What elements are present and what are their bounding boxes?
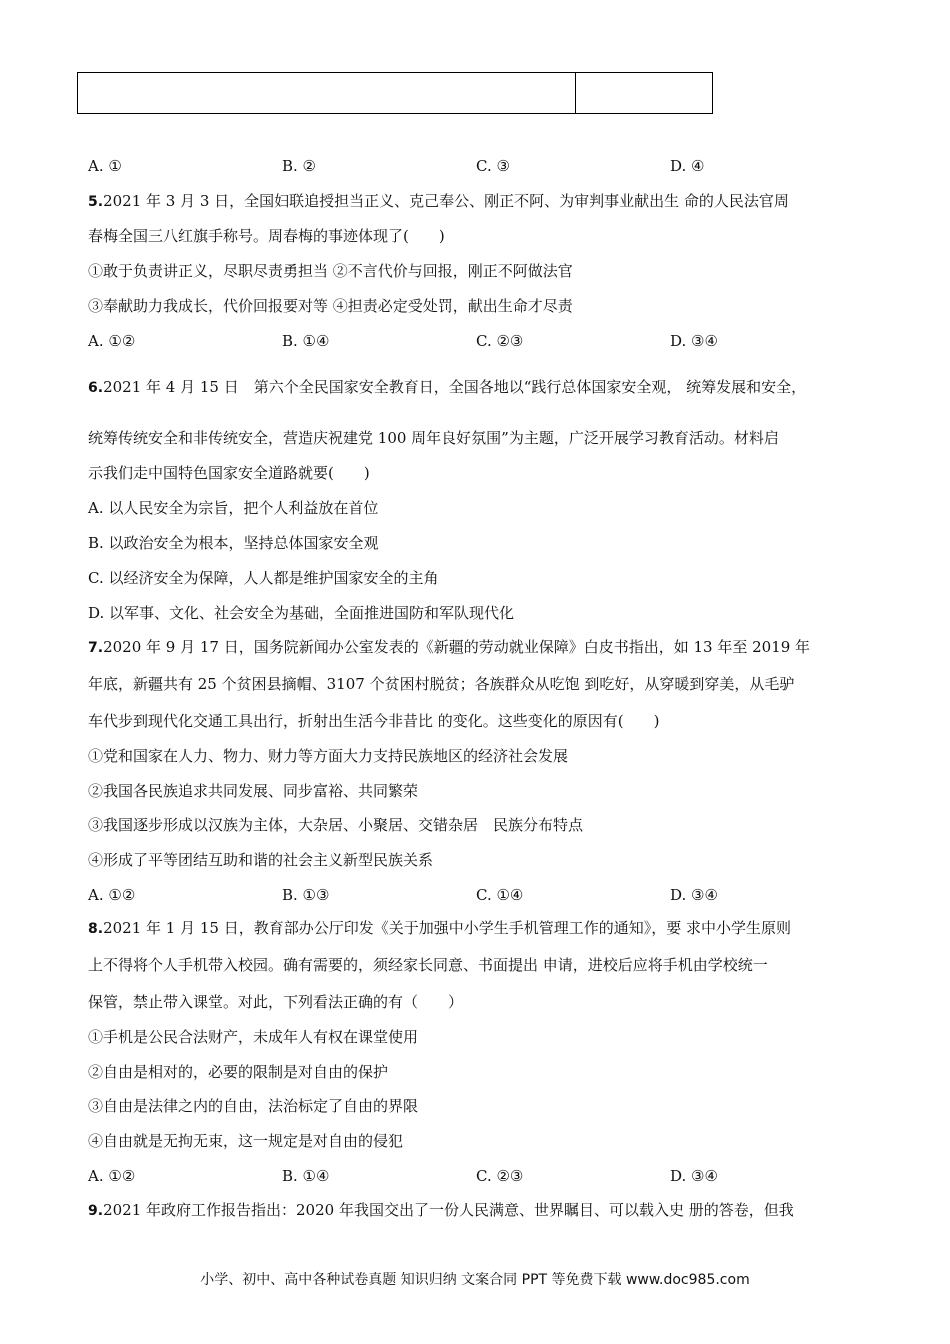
q6-stem-1: 2021 年 4 月 15 日 第六个全民国家安全教育日，全国各地以“践行总体国家安全观， 统筹发展和安全， <box>103 378 807 396</box>
q7-option-b[interactable]: B. ①③ <box>282 886 330 904</box>
q8-stem-1: 2021 年 1 月 15 日，教育部办公厅印发《关于加强中小学生手机管理工作的通知》，要 求中小学生原则 <box>103 919 791 937</box>
q4-option-c[interactable]: C. ③ <box>476 157 510 175</box>
q8-stem-2: 上不得将个人手机带入校园。确有需要的，须经家长同意、书面提出 申请，进校后应将手机由学校统一 <box>88 956 768 974</box>
q9-line-1 <box>88 1200 794 1221</box>
q8-stem-3: 保管，禁止带入课堂。对此，下列看法正确的有（ ） <box>88 993 464 1011</box>
q5-statements-1: ①敢于负责讲正义，尽职尽责勇担当 ②不言代价与回报，刚正不阿做法官 <box>88 262 573 280</box>
q7-line-1 <box>88 637 810 658</box>
q8-line-1 <box>88 918 791 939</box>
q6-option-d[interactable]: D. 以军事、文化、社会安全为基础，全面推进国防和军队现代化 <box>88 604 515 622</box>
q4-options <box>88 156 848 176</box>
q4-option-b[interactable]: B. ② <box>282 157 317 175</box>
table-divider <box>575 73 576 113</box>
q5-stem-2: 春梅全国三八红旗手称号。周春梅的事迹体现了( ) <box>88 227 445 245</box>
q7-option-c[interactable]: C. ①④ <box>476 886 524 904</box>
q6-stem-3: 示我们走中国特色国家安全道路就要( ) <box>88 464 370 482</box>
q5-option-a[interactable]: A. ①② <box>88 332 136 350</box>
q5-options <box>88 331 848 351</box>
q7-stem-3: 车代步到现代化交通工具出行，折射出生活今非昔比 的变化。这些变化的原因有( ) <box>88 712 660 730</box>
q7-statement-4: ④形成了平等团结互助和谐的社会主义新型民族关系 <box>88 851 434 869</box>
q9-number: 9. <box>88 1203 104 1219</box>
q8-option-c[interactable]: C. ②③ <box>476 1167 524 1185</box>
q4-option-d[interactable]: D. ④ <box>670 157 705 175</box>
q6-option-a[interactable]: A. 以人民安全为宗旨，把个人利益放在首位 <box>88 499 379 517</box>
q8-statement-4: ④自由就是无拘无束，这一规定是对自由的侵犯 <box>88 1132 404 1150</box>
q7-option-a[interactable]: A. ①② <box>88 886 136 904</box>
q6-option-c[interactable]: C. 以经济安全为保障，人人都是维护国家安全的主角 <box>88 569 439 587</box>
q6-line-1 <box>88 377 806 398</box>
q7-stem-1: 2020 年 9 月 17 日，国务院新闻办公室发表的《新疆的劳动就业保障》白皮书指出，如 13 年至 2019 年 <box>103 638 811 656</box>
q8-number: 8. <box>88 921 104 937</box>
q4-option-a[interactable]: A. ① <box>88 157 122 175</box>
q7-statement-1: ①党和国家在人力、物力、财力等方面大力支持民族地区的经济社会发展 <box>88 747 569 765</box>
q7-options <box>88 885 848 905</box>
q7-statement-3: ③我国逐步形成以汉族为主体，大杂居、小聚居、交错杂居 民族分布特点 <box>88 816 584 834</box>
q8-statement-2: ②自由是相对的，必要的限制是对自由的保护 <box>88 1063 389 1081</box>
q9-stem-1: 2021 年政府工作报告指出：2020 年我国交出了一份人民满意、世界瞩目、可以载入史 册的答卷，但我 <box>103 1201 794 1219</box>
q5-option-b[interactable]: B. ①④ <box>282 332 330 350</box>
q5-option-d[interactable]: D. ③④ <box>670 332 718 350</box>
q8-option-a[interactable]: A. ①② <box>88 1167 136 1185</box>
page-footer: 小学、初中、高中各种试卷真题 知识归纳 文案合同 PPT 等免费下载 www.doc985.com <box>200 1272 750 1288</box>
q7-statement-2: ②我国各民族追求共同发展、同步富裕、共同繁荣 <box>88 782 419 800</box>
q7-number: 7. <box>88 640 104 656</box>
q7-option-d[interactable]: D. ③④ <box>670 886 718 904</box>
q8-option-b[interactable]: B. ①④ <box>282 1167 330 1185</box>
q8-statement-1: ①手机是公民合法财产，未成年人有权在课堂使用 <box>88 1028 419 1046</box>
q8-option-d[interactable]: D. ③④ <box>670 1167 718 1185</box>
q5-statements-2: ③奉献助力我成长，代价回报要对等 ④担责必定受处罚，献出生命才尽责 <box>88 297 573 315</box>
q5-stem-1: 2021 年 3 月 3 日，全国妇联追授担当正义、克己奉公、刚正不阿、为审判事业献出生 命的人民法官周 <box>103 192 789 210</box>
q5-number: 5. <box>88 194 104 210</box>
q6-stem-2: 统筹传统安全和非传统安全，营造庆祝建党 100 周年良好氛围”为主题，广泛开展学习教育活动。材料启 <box>88 429 779 447</box>
answer-table <box>77 72 713 114</box>
q7-stem-2: 年底，新疆共有 25 个贫困县摘帽、3107 个贫困村脱贫；各族群众从吃饱 到吃好，从穿暖到穿美，从毛驴 <box>88 675 795 693</box>
q6-option-b[interactable]: B. 以政治安全为根本，坚持总体国家安全观 <box>88 534 379 552</box>
q5-line-1 <box>88 191 789 212</box>
q8-statement-3: ③自由是法律之内的自由，法治标定了自由的界限 <box>88 1097 419 1115</box>
q8-options <box>88 1166 848 1186</box>
q6-number: 6. <box>88 380 104 396</box>
q5-option-c[interactable]: C. ②③ <box>476 332 524 350</box>
